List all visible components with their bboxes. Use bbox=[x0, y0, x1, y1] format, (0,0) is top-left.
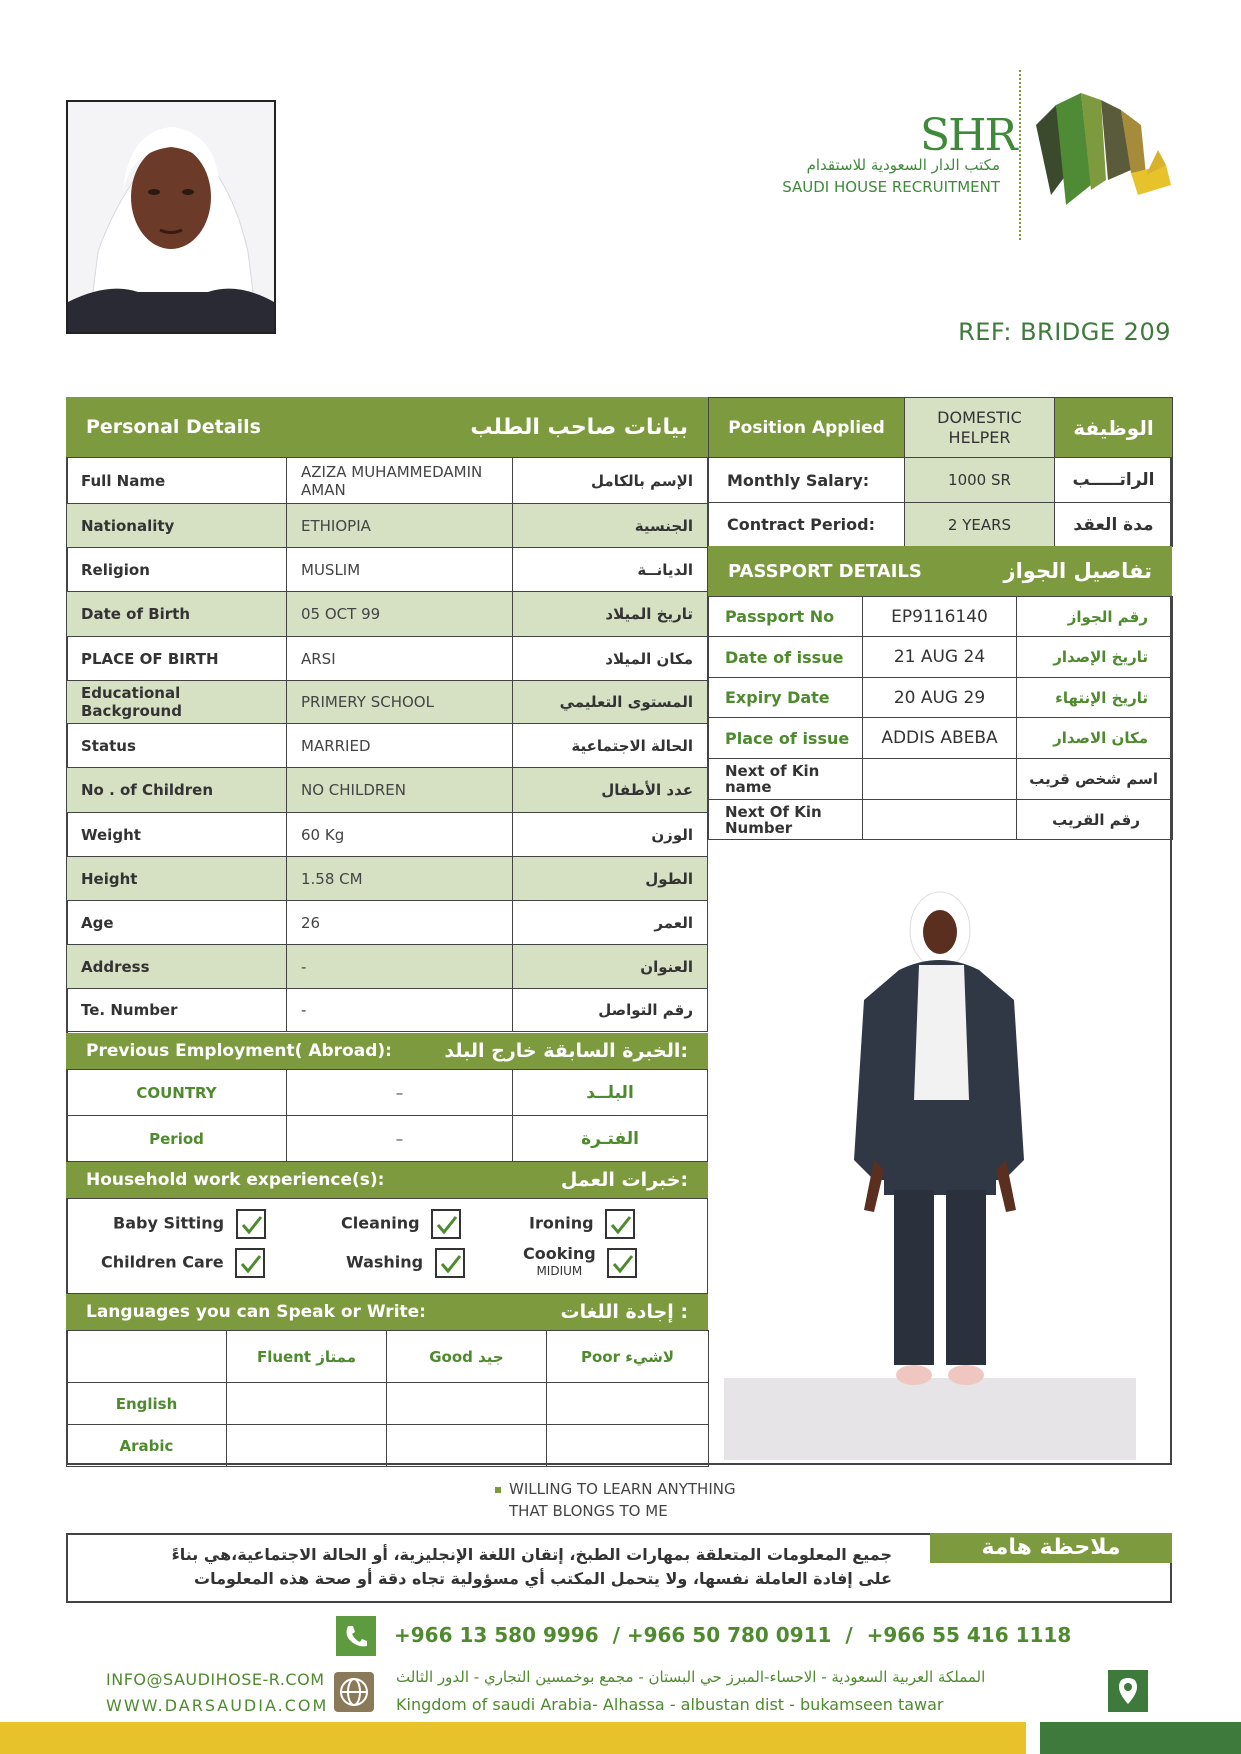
table-row bbox=[67, 504, 708, 548]
salary-value: 1000 SR bbox=[905, 458, 1055, 503]
row-value: ETHIOPIA bbox=[287, 504, 513, 548]
row-label-ar: رقم التواصل bbox=[513, 989, 708, 1032]
location-pin-icon bbox=[1108, 1670, 1148, 1712]
checkbox-checked-icon bbox=[607, 1248, 637, 1278]
languages-header bbox=[66, 1294, 708, 1330]
table-row bbox=[709, 678, 1173, 718]
footer-green-bar bbox=[1040, 1722, 1241, 1754]
table-row bbox=[709, 503, 1173, 547]
row-label: Te. Number bbox=[67, 989, 287, 1032]
row-label-ar: عدد الأطفال bbox=[513, 768, 708, 813]
row-label-ar: الديانــة bbox=[513, 548, 708, 592]
row-value: – bbox=[287, 1070, 513, 1116]
table-row bbox=[709, 637, 1173, 678]
passport-value: 20 AUG 29 bbox=[863, 678, 1017, 718]
empty-cell bbox=[227, 1383, 387, 1425]
position-value: DOMESTIC HELPER bbox=[905, 398, 1055, 458]
languages-title-ar: إجادة اللغات : bbox=[560, 1301, 688, 1323]
skill-label: Cleaning bbox=[341, 1213, 420, 1233]
empty-cell bbox=[387, 1425, 547, 1467]
column-header: Poor لاشيء bbox=[547, 1331, 709, 1383]
kin-label-ar: رقم القريب bbox=[1017, 800, 1173, 840]
table-row bbox=[709, 718, 1173, 759]
skill-label: Ironing bbox=[529, 1213, 594, 1233]
table-row bbox=[67, 768, 708, 813]
skill-baby-sitting bbox=[113, 1209, 266, 1239]
website-link[interactable]: WWW.DARSAUDIA.COM bbox=[106, 1696, 329, 1715]
previous-employment-header bbox=[66, 1033, 708, 1069]
company-logo bbox=[782, 60, 1180, 240]
table-row bbox=[67, 458, 708, 504]
row-label: No . of Children bbox=[67, 768, 287, 813]
row-value: - bbox=[287, 945, 513, 989]
row-value: 1.58 CM bbox=[287, 857, 513, 901]
row-label: Religion bbox=[67, 548, 287, 592]
skill-label: Washing bbox=[346, 1252, 424, 1272]
skill-label: Baby Sitting bbox=[113, 1213, 225, 1233]
table-row bbox=[67, 592, 708, 637]
table-row bbox=[709, 800, 1173, 840]
salary-label: Monthly Salary: bbox=[709, 458, 905, 503]
table-row bbox=[67, 813, 708, 857]
kin-label: Next of Kin name bbox=[709, 759, 863, 800]
table-row bbox=[67, 1425, 709, 1467]
row-label-ar: الإسم بالكامل bbox=[513, 458, 708, 504]
skill-children-care bbox=[101, 1248, 265, 1278]
checkbox-checked-icon bbox=[236, 1209, 266, 1239]
row-label-ar: تاريخ الميلاد bbox=[513, 592, 708, 637]
footer-yellow-bar bbox=[0, 1722, 1026, 1754]
row-label-ar: البلــد bbox=[513, 1070, 708, 1116]
table-row bbox=[709, 759, 1173, 800]
email-link[interactable]: INFO@SAUDIHOSE-R.COM bbox=[106, 1670, 325, 1689]
passport-label: Passport No bbox=[709, 597, 863, 637]
bullet-note-text: WILLING TO LEARN ANYTHING THAT BLONGS TO ME bbox=[509, 1480, 736, 1520]
row-label: Height bbox=[67, 857, 287, 901]
reference-number: REF: BRIDGE 209 bbox=[958, 318, 1171, 346]
row-label: Status bbox=[67, 724, 287, 768]
bullet-note bbox=[495, 1478, 755, 1522]
important-note-line: على إفادة العاملة نفسها، ولا يتحمل المكتب أي مسؤولية تجاه دقة أو صحة هذه المعلومات bbox=[194, 1569, 892, 1588]
empty-cell bbox=[227, 1425, 387, 1467]
position-label-ar: الوظيفة bbox=[1055, 398, 1173, 458]
skill-cleaning bbox=[341, 1209, 461, 1239]
row-value: NO CHILDREN bbox=[287, 768, 513, 813]
passport-label-ar: رقم الجواز bbox=[1017, 597, 1173, 637]
row-value: MUSLIM bbox=[287, 548, 513, 592]
table-row bbox=[709, 458, 1173, 503]
personal-details-title-en: Personal Details bbox=[86, 416, 261, 438]
row-label: PLACE OF BIRTH bbox=[67, 637, 287, 681]
empty-cell bbox=[387, 1383, 547, 1425]
empty-cell bbox=[67, 1331, 227, 1383]
contract-value: 2 YEARS bbox=[905, 503, 1055, 547]
languages-title-en: Languages you can Speak or Write: bbox=[86, 1302, 426, 1322]
contract-label: Contract Period: bbox=[709, 503, 905, 547]
table-row bbox=[67, 1383, 709, 1425]
kin-label-ar: اسم شخص قريب bbox=[1017, 759, 1173, 800]
bullet-icon bbox=[495, 1487, 501, 1493]
passport-label: Date of issue bbox=[709, 637, 863, 678]
row-label: Period bbox=[67, 1116, 287, 1162]
row-label-ar: الجنسية bbox=[513, 504, 708, 548]
table-row bbox=[67, 724, 708, 768]
skill-label: Cooking bbox=[523, 1244, 596, 1263]
passport-value: ADDIS ABEBA bbox=[863, 718, 1017, 759]
globe-icon bbox=[334, 1672, 374, 1712]
row-label-ar: الحالة الاجتماعية bbox=[513, 724, 708, 768]
table-row bbox=[67, 681, 708, 724]
row-label: Full Name bbox=[67, 458, 287, 504]
row-label-ar: الفتـرة bbox=[513, 1116, 708, 1162]
row-label: Address bbox=[67, 945, 287, 989]
empty-cell bbox=[547, 1425, 709, 1467]
languages-table bbox=[66, 1330, 709, 1467]
phone-numbers[interactable]: +966 13 580 9996 / +966 50 780 0911 / +966 55 416 1118 bbox=[394, 1623, 1072, 1647]
row-label-ar: العنوان bbox=[513, 945, 708, 989]
important-note-text bbox=[80, 1543, 892, 1591]
row-value: 05 OCT 99 bbox=[287, 592, 513, 637]
row-label: Date of Birth bbox=[67, 592, 287, 637]
table-row bbox=[67, 945, 708, 989]
salary-label-ar: الراتـــــب bbox=[1055, 458, 1173, 503]
address-arabic: المملكة العربية السعودية - الاحساء-المبرز حي البستان - مجمع بوخمسين التجاري - الدور الثالث bbox=[396, 1668, 986, 1686]
table-row bbox=[67, 857, 708, 901]
row-value: – bbox=[287, 1116, 513, 1162]
kin-value bbox=[863, 759, 1017, 800]
column-header: Good جيد bbox=[387, 1331, 547, 1383]
row-label-ar: المستوى التعليمي bbox=[513, 681, 708, 724]
logo-divider bbox=[1019, 70, 1021, 240]
previous-employment-title-en: Previous Employment( Abroad): bbox=[86, 1041, 392, 1061]
passport-label-ar: مكان الاصدار bbox=[1017, 718, 1173, 759]
row-value: PRIMERY SCHOOL bbox=[287, 681, 513, 724]
row-label-ar: الوزن bbox=[513, 813, 708, 857]
row-value: 60 Kg bbox=[287, 813, 513, 857]
language-name: English bbox=[67, 1383, 227, 1425]
row-value: ARSI bbox=[287, 637, 513, 681]
row-label: Weight bbox=[67, 813, 287, 857]
household-header bbox=[66, 1162, 708, 1198]
passport-value: 21 AUG 24 bbox=[863, 637, 1017, 678]
phone-icon bbox=[336, 1616, 376, 1656]
full-body-photo bbox=[724, 880, 1136, 1460]
logo-arabic-name: مكتب الدار السعودية للاستقدام bbox=[806, 156, 1000, 174]
skill-ironing bbox=[529, 1209, 635, 1239]
position-label: Position Applied bbox=[709, 398, 905, 458]
portrait-photo bbox=[66, 100, 276, 334]
important-note-line: جميع المعلومات المتعلقة بمهارات الطبخ، إتقان اللغة الإنجليزية، أو الحالة الاجتماعية،هي بناءً bbox=[171, 1545, 892, 1564]
kin-label: Next Of Kin Number bbox=[709, 800, 863, 840]
contract-label-ar: مدة العقد bbox=[1055, 503, 1173, 547]
table-row bbox=[67, 548, 708, 592]
row-label: Age bbox=[67, 901, 287, 945]
row-value: MARRIED bbox=[287, 724, 513, 768]
row-value: 26 bbox=[287, 901, 513, 945]
passport-value: EP9116140 bbox=[863, 597, 1017, 637]
skill-cooking bbox=[523, 1246, 637, 1279]
checkbox-checked-icon bbox=[235, 1248, 265, 1278]
column-header: Fluent ممتاز bbox=[227, 1331, 387, 1383]
passport-table bbox=[708, 596, 1173, 840]
row-label: Educational Background bbox=[67, 681, 287, 724]
passport-label: Place of issue bbox=[709, 718, 863, 759]
passport-header bbox=[708, 546, 1172, 596]
checkbox-checked-icon bbox=[435, 1248, 465, 1278]
checkbox-checked-icon bbox=[605, 1209, 635, 1239]
household-title-ar: خبرات العمل: bbox=[560, 1169, 688, 1191]
row-label-ar: العمر bbox=[513, 901, 708, 945]
row-label-ar: مكان الميلاد bbox=[513, 637, 708, 681]
previous-employment-title-ar: الخبرة السابقة خارج البلد: bbox=[444, 1040, 688, 1062]
row-label: COUNTRY bbox=[67, 1070, 287, 1116]
table-row bbox=[67, 901, 708, 945]
language-name: Arabic bbox=[67, 1425, 227, 1467]
passport-label: Expiry Date bbox=[709, 678, 863, 718]
previous-employment-table bbox=[66, 1069, 708, 1162]
table-row bbox=[67, 1331, 709, 1383]
household-title-en: Household work experience(s): bbox=[86, 1170, 385, 1190]
row-label-ar: الطول bbox=[513, 857, 708, 901]
empty-cell bbox=[547, 1383, 709, 1425]
table-row bbox=[67, 1116, 708, 1162]
personal-details-header bbox=[66, 397, 708, 457]
table-row bbox=[67, 1070, 708, 1116]
skill-washing bbox=[346, 1248, 465, 1278]
row-value: AZIZA MUHAMMEDAMIN AMAN bbox=[287, 458, 513, 504]
table-row bbox=[709, 398, 1173, 458]
skill-label: Children Care bbox=[101, 1252, 224, 1272]
row-value: - bbox=[287, 989, 513, 1032]
position-table bbox=[708, 397, 1173, 547]
passport-label-ar: تاريخ الإنتهاء bbox=[1017, 678, 1173, 718]
logo-monogram: SHR bbox=[920, 110, 1016, 161]
passport-label-ar: تاريخ الإصدار bbox=[1017, 637, 1173, 678]
personal-details-table bbox=[66, 457, 708, 1032]
table-row bbox=[67, 637, 708, 681]
table-row bbox=[709, 597, 1173, 637]
address-english: Kingdom of saudi Arabia- Alhassa - albustan dist - bukamseen tawar bbox=[396, 1695, 944, 1714]
important-note-title: ملاحظة هامة bbox=[930, 1533, 1172, 1563]
passport-title-ar: تفاصيل الجواز bbox=[1003, 559, 1152, 583]
passport-title-en: PASSPORT DETAILS bbox=[728, 560, 922, 582]
saudi-map-icon bbox=[1026, 85, 1176, 210]
logo-english-name: SAUDI HOUSE RECRUITMENT bbox=[782, 178, 1000, 196]
kin-value bbox=[863, 800, 1017, 840]
row-label: Nationality bbox=[67, 504, 287, 548]
table-row bbox=[67, 989, 708, 1032]
checkbox-checked-icon bbox=[431, 1209, 461, 1239]
personal-details-title-ar: بيانات صاحب الطلب bbox=[470, 414, 688, 440]
skill-note: MIDIUM bbox=[536, 1264, 583, 1278]
